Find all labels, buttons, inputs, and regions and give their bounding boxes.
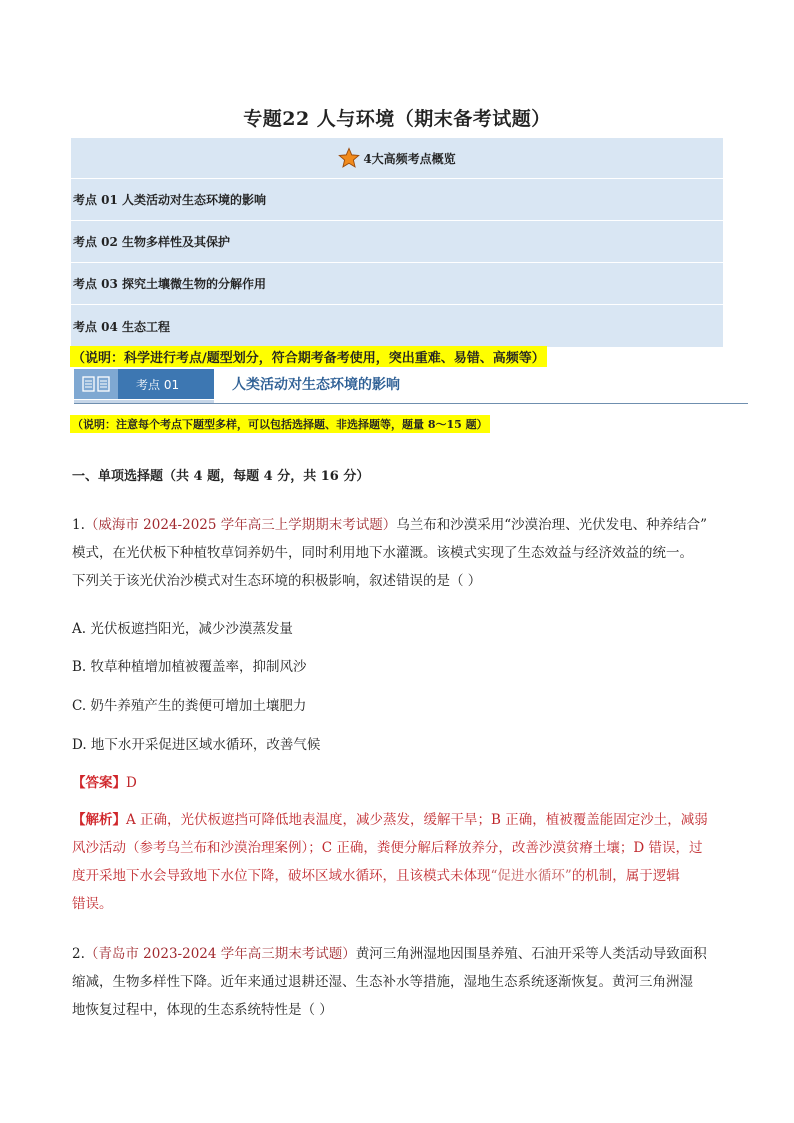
topic-overview-box xyxy=(71,138,723,347)
book-icon xyxy=(74,369,118,399)
note-top: （说明：科学进行考点/题型划分，符合期考备考使用，突出重难、易错、高频等） xyxy=(70,346,547,367)
q1-stem-line2: 模式，在光伏板下种植牧草饲养奶牛，同时利用地下水灌溉。该模式实现了生态效益与经济效益的统一。 xyxy=(72,545,693,561)
section-title: 人类活动对生态环境的影响 xyxy=(232,377,400,393)
topic-overview-heading xyxy=(71,138,723,179)
q1-option-b: B. 牧草种植增加植被覆盖率，抑制风沙 xyxy=(72,659,307,675)
q2-source: （青岛市 2023-2024 学年高三期末考试题） xyxy=(84,946,356,962)
analysis-line2: 风沙活动（参考乌兰布和沙漠治理案例）；C 正确，粪便分解后释放养分，改善沙漠贫瘠土壤；D 错误，过 xyxy=(72,840,703,856)
q2-stem-line1: 黄河三角洲湿地因围垦养殖、石油开采等人类活动导致面积 xyxy=(355,946,707,962)
note-section: （说明：注意每个考点下题型多样，可以包括选择题、非选择题等，题量 8～15 题） xyxy=(70,415,490,433)
q2-stem xyxy=(72,940,727,1024)
q1-analysis xyxy=(72,806,727,918)
analysis-line1: A 正确，光伏板遮挡可降低地表温度，减少蒸发，缓解干旱；B 正确，植被覆盖能固定沙土，减弱 xyxy=(126,812,708,828)
q1-option-c: C. 奶牛养殖产生的粪便可增加土壤肥力 xyxy=(72,698,307,714)
topic-item-02: 考点 02 生物多样性及其保护 xyxy=(71,221,723,263)
topic-overview-heading-text: 4大高频考点概览 xyxy=(363,151,456,166)
analysis-line3-quote: “促进水循环” xyxy=(490,868,572,884)
analysis-line3a: 度开采地下水会导致地下水位下降，破坏区域水循环，且该模式未体现 xyxy=(72,868,491,884)
analysis-line3b: 的机制，属于逻辑 xyxy=(571,868,680,884)
section-badge xyxy=(74,369,214,399)
part-title: 一、单项选择题（共 4 题，每题 4 分，共 16 分） xyxy=(72,469,370,484)
section-divider xyxy=(74,403,748,404)
q1-option-d: D. 地下水开采促进区域水循环，改善气候 xyxy=(72,737,321,753)
page-title: 专题22 人与环境（期末备考试题） xyxy=(243,108,551,130)
answer-value: D xyxy=(126,775,137,791)
q1-option-a: A. 光伏板遮挡阳光，减少沙漠蒸发量 xyxy=(72,621,293,637)
q2-number: 2. xyxy=(72,946,85,962)
q1-stem-line1: 乌兰布和沙漠采用“沙漠治理、光伏发电、种养结合” xyxy=(396,517,708,533)
q2-stem-line3: 地恢复过程中，体现的生态系统特性是（ ） xyxy=(72,1002,333,1018)
q1-stem xyxy=(72,511,727,595)
q1-stem-line3: 下列关于该光伏治沙模式对生态环境的积极影响，叙述错误的是（ ） xyxy=(72,573,482,589)
analysis-label: 【解析】 xyxy=(72,812,126,828)
answer-label: 【答案】 xyxy=(72,775,126,791)
q1-answer xyxy=(72,771,137,791)
analysis-line4: 错误。 xyxy=(72,896,113,912)
star-icon xyxy=(338,147,360,169)
q1-number: 1. xyxy=(72,517,85,533)
topic-item-01: 考点 01 人类活动对生态环境的影响 xyxy=(71,179,723,221)
q1-source: （威海市 2024-2025 学年高三上学期期末考试题） xyxy=(84,517,397,533)
topic-item-04: 考点 04 生态工程 xyxy=(73,319,171,334)
section-badge-label: 考点 01 xyxy=(136,377,180,392)
topic-item-03: 考点 03 探究土壤微生物的分解作用 xyxy=(71,263,723,305)
q2-stem-line2: 缩减，生物多样性下降。近年来通过退耕还湿、生态补水等措施，湿地生态系统逐渐恢复。黄河三角洲湿 xyxy=(72,974,693,990)
